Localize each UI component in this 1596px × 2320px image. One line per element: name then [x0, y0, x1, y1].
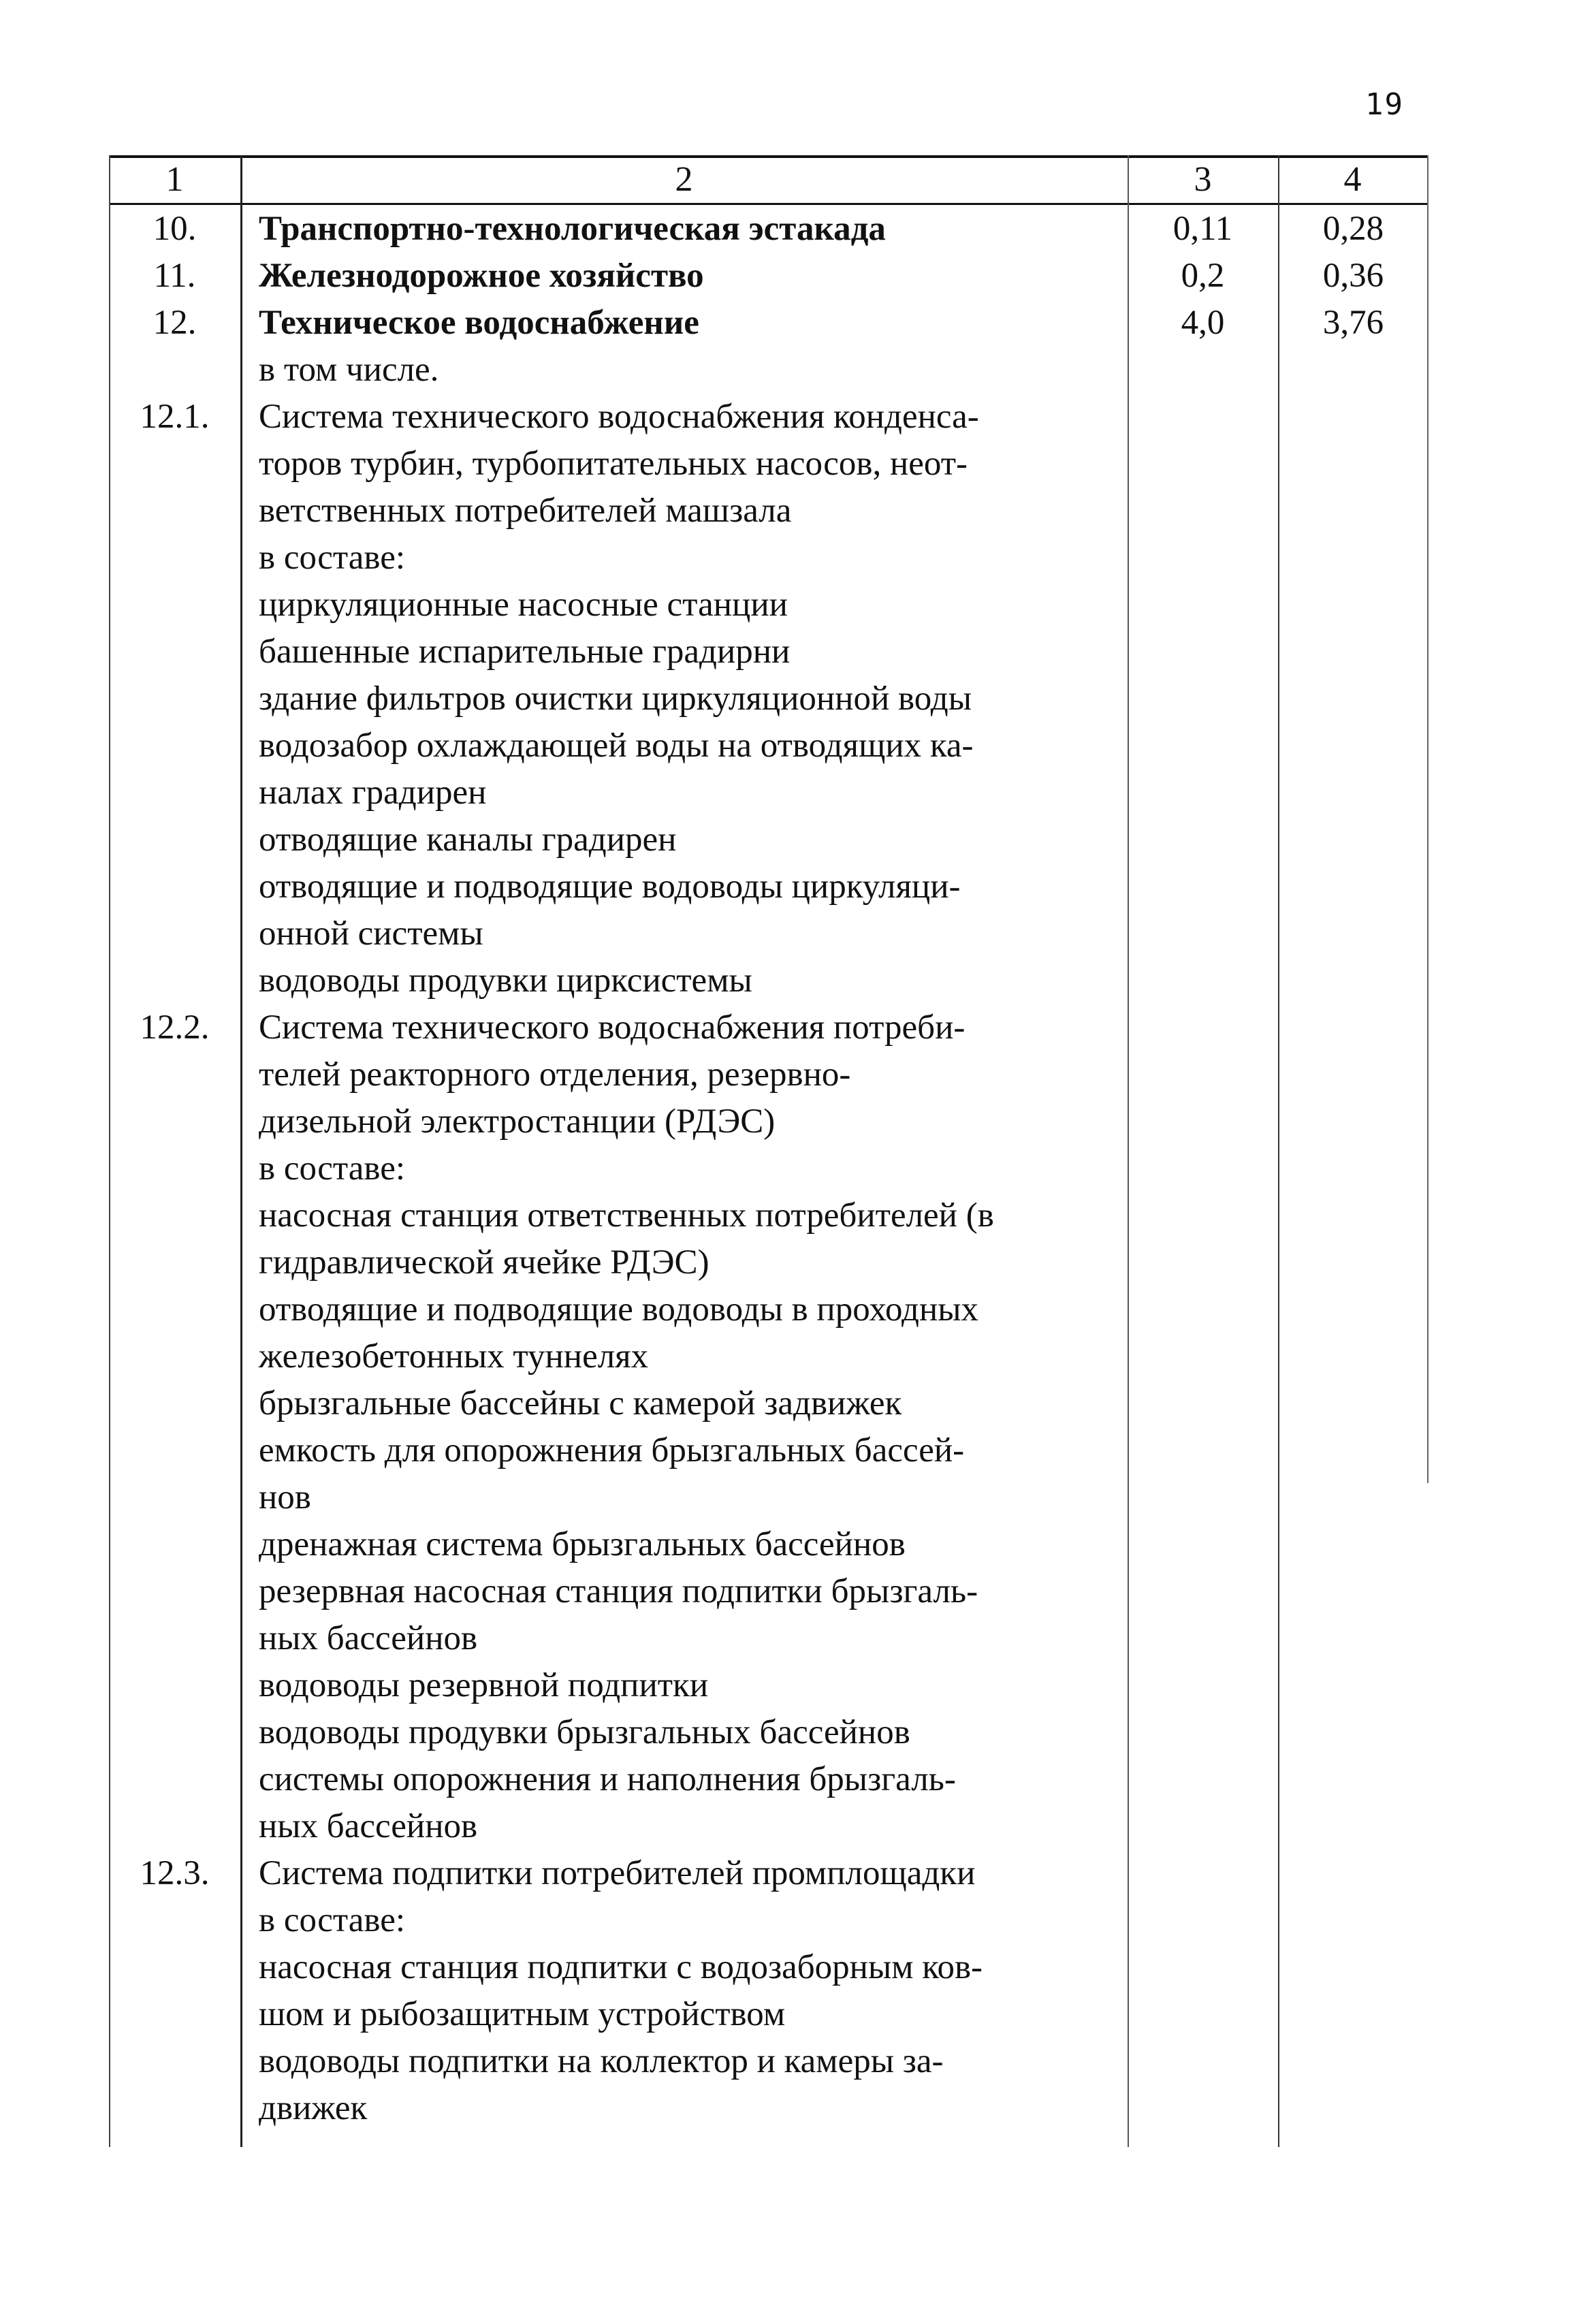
row-number: 12.1.: [140, 398, 210, 436]
row-description: дизельной электростанции (РДЭС): [259, 1102, 776, 1141]
row-description: отводящие каналы градирен: [259, 821, 677, 859]
row-description: в том числе.: [259, 351, 439, 389]
row-description: Система подпитки потребителей промплощадки: [259, 1854, 976, 1892]
row-description: насосная станция подпитки с водозаборным ков-: [259, 1948, 983, 1986]
row-value-col4: 3,76: [1322, 304, 1384, 342]
row-description: водоводы подпитки на коллектор и камеры за-: [259, 2042, 944, 2080]
row-description: в составе:: [259, 1149, 406, 1188]
row-description: железобетонных туннелях: [259, 1337, 649, 1376]
row-description: системы опорожнения и наполнения брызгаль-: [259, 1760, 956, 1798]
row-description: отводящие и подводящие водоводы циркуляци-: [259, 868, 961, 906]
row-description: Техническое водоснабжение: [259, 304, 699, 342]
column-divider-1: [240, 155, 242, 2147]
column-header-4: 4: [1343, 160, 1362, 199]
row-description: шом и рыбозащитным устройством: [259, 1995, 786, 2033]
row-description: торов турбин, турбопитательных насосов, неот-: [259, 445, 968, 483]
table-left-border: [109, 155, 110, 2147]
row-value-col3: 0,2: [1181, 257, 1225, 295]
row-value-col4: 0,36: [1322, 257, 1384, 295]
row-description: нов: [259, 1478, 311, 1516]
row-number: 10.: [153, 210, 197, 248]
row-value-col4: 0,28: [1322, 210, 1384, 248]
row-number: 11.: [153, 257, 196, 295]
row-description: Система технического водоснабжения потреби-: [259, 1008, 965, 1047]
row-description: ных бассейнов: [259, 1807, 478, 1845]
row-description: в составе:: [259, 539, 406, 577]
page-number: 19: [1365, 87, 1404, 122]
row-description: водоводы продувки цирксистемы: [259, 962, 752, 1000]
column-header-1: 1: [165, 160, 184, 199]
row-description: гидравлической ячейке РДЭС): [259, 1243, 709, 1282]
row-number: 12.: [153, 304, 197, 342]
row-description: водоводы продувки брызгальных бассейнов: [259, 1713, 910, 1751]
row-description: башенные испарительные градирни: [259, 633, 791, 671]
row-description: циркуляционные насосные станции: [259, 586, 788, 624]
row-description: дренажная система брызгальных бассейнов: [259, 1525, 906, 1563]
column-header-2: 2: [675, 160, 693, 199]
table-right-border: [1427, 155, 1429, 1483]
row-description: ных бассейнов: [259, 1619, 478, 1657]
row-description: Система технического водоснабжения конденса-: [259, 398, 979, 436]
row-description: налах градирен: [259, 774, 487, 812]
row-description: отводящие и подводящие водоводы в проходных: [259, 1290, 979, 1329]
column-divider-3: [1278, 155, 1279, 2147]
row-description: насосная станция ответственных потребителей (в: [259, 1196, 994, 1235]
column-header-3: 3: [1194, 160, 1212, 199]
row-description: здание фильтров очистки циркуляционной воды: [259, 680, 972, 718]
row-description: Транспортно-технологическая эстакада: [259, 210, 886, 248]
row-description: в составе:: [259, 1901, 406, 1939]
row-description: ветственных потребителей машзала: [259, 492, 792, 530]
row-description: телей реакторного отделения, резервно-: [259, 1055, 851, 1094]
row-value-col3: 0,11: [1172, 210, 1233, 248]
row-description: Железнодорожное хозяйство: [259, 257, 704, 295]
row-description: резервная насосная станция подпитки брызгаль-: [259, 1572, 978, 1610]
row-description: емкость для опорожнения брызгальных бассей-: [259, 1431, 965, 1469]
row-number: 12.2.: [140, 1008, 210, 1047]
row-description: водоводы резервной подпитки: [259, 1666, 709, 1704]
header-bottom-border: [109, 203, 1429, 205]
row-number: 12.3.: [140, 1854, 210, 1892]
row-value-col3: 4,0: [1181, 304, 1225, 342]
row-description: движек: [259, 2089, 368, 2127]
row-description: брызгальные бассейны с камерой задвижек: [259, 1384, 902, 1423]
row-description: водозабор охлаждающей воды на отводящих ка-: [259, 727, 974, 765]
row-description: онной системы: [259, 915, 483, 953]
